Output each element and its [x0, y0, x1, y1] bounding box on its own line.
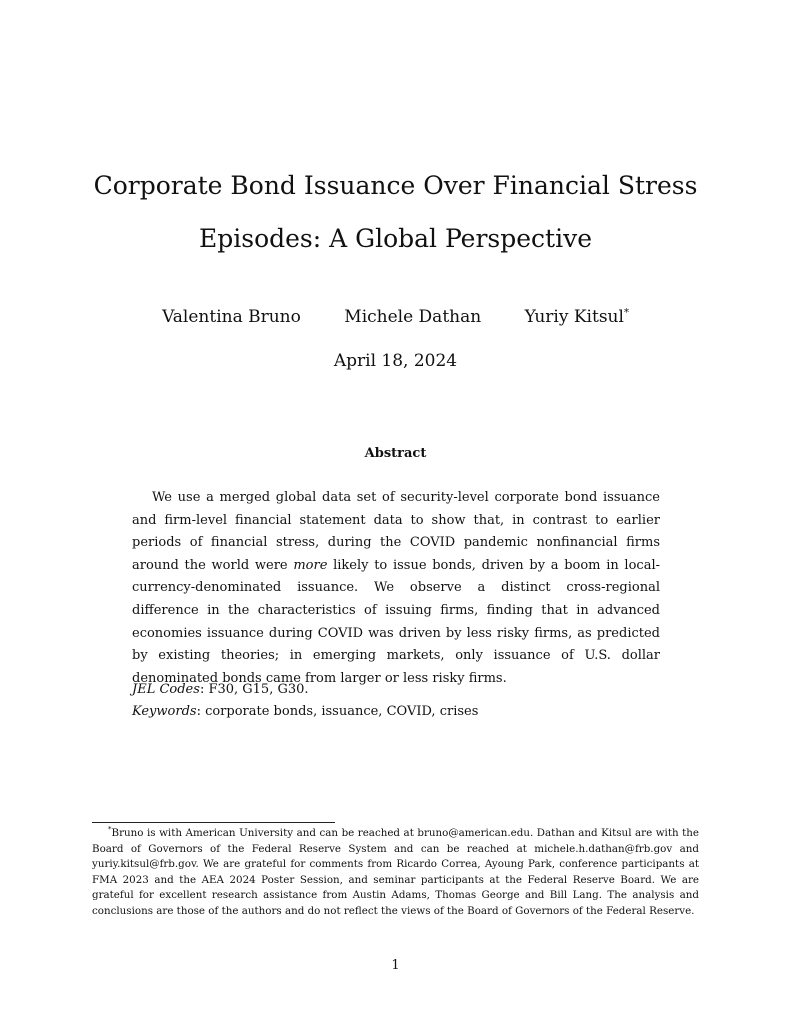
author-list: [0, 307, 791, 327]
abstract-text-end: likely to issue bonds, driven by a boom in local-currency-denominated issuance. We observe a distinct cross-regional difference in the characteristics of issuing firms, finding that in advanced economies issuance during COVID was driven by less risky firms, as predicted by existing theories; in emerging markets, only issuance of U.S. dollar denominated bonds came from larger or less risky firms.: [132, 557, 660, 686]
footnote-text: Bruno is with American University and can be reached at bruno@american.edu. Dathan and Kitsul are with the Board of Governors of the Federal Reserve System and can be reached at michele.h.dathan@frb.gov and yuriy.kitsul@frb.gov. We are grateful for comments from Ricardo Correa, Ayoung Park, conference participants at FMA 2023 and the AEA 2024 Poster Session, and seminar participants at the Federal Reserve Board. We are grateful for excellent research assistance from Austin Adams, Thomas George and Bill Lang. The analysis and conclusions are those of the authors and do not reflect the views of the Board of Governors of the Federal Reserve.: [92, 827, 699, 917]
author-name: [344, 307, 481, 327]
author-name-text: Valentina Bruno: [162, 307, 301, 327]
jel-codes-label: JEL Codes: [132, 682, 200, 697]
abstract-body: [132, 487, 660, 690]
keywords-value: : corporate bonds, issuance, COVID, crises: [196, 704, 479, 719]
author-name-text: Yuriy Kitsul: [524, 307, 624, 327]
paper-title-line-2: Episodes: A Global Perspective: [198, 224, 593, 253]
author-name: [162, 307, 301, 327]
jel-codes-line: [132, 680, 660, 700]
keywords-line: [132, 702, 660, 722]
paper-title-line-1: Corporate Bond Issuance Over Financial Stress: [93, 171, 698, 200]
page-number: 1: [391, 958, 400, 973]
author-footnote-mark: *: [623, 307, 629, 319]
paper-date: April 18, 2024: [333, 351, 458, 371]
jel-codes-value: : F30, G15, G30.: [199, 682, 309, 697]
keywords-label: Keywords: [132, 704, 197, 719]
footnote-divider: [92, 822, 335, 823]
author-name: [525, 307, 629, 327]
footnote-mark: *: [108, 825, 112, 834]
abstract-heading: Abstract: [364, 446, 427, 461]
abstract-text-start: We use a merged global data set of security-level corporate bond issuance and firm-level financial statement data to show that, in contrast to earlier periods of financial stress, during the COVID pandemic nonfinancial firms around the world were: [132, 490, 660, 573]
footnote: [92, 826, 699, 920]
author-name-text: Michele Dathan: [344, 307, 482, 327]
abstract-emphasis: more: [293, 557, 328, 573]
